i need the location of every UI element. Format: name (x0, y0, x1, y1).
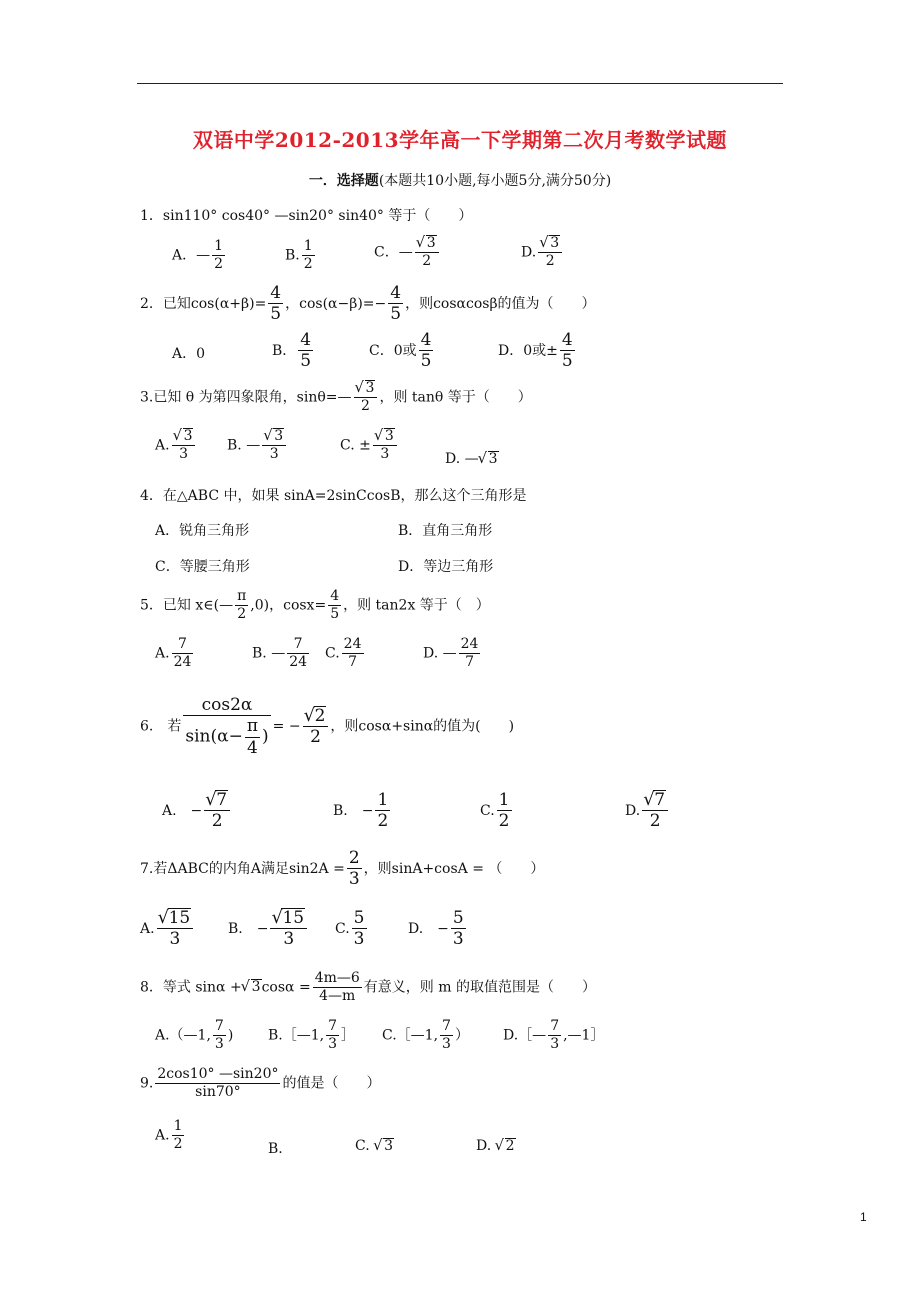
q6-option-a[interactable]: A. − √ $\frac{7}{2}$ (162, 790, 232, 832)
page-number: 1 (860, 1210, 867, 1224)
q8-option-c[interactable]: C.［—1, $\frac{7}{3}$ ） (382, 1018, 469, 1052)
q1-option-d[interactable]: D. √ $\frac{3}{2}$ (521, 235, 564, 270)
q4-option-c[interactable]: C．等腰三角形 (155, 559, 250, 575)
q5-option-d[interactable]: D. — $\frac{24}{7}$ (423, 636, 479, 670)
q8-option-b[interactable]: B.［—1, $\frac{7}{3}$ ］ (268, 1018, 356, 1052)
question-4-stem: 4．在△ABC 中，如果 sinA=2sinCcosB，那么这个三角形是 (140, 488, 527, 504)
question-3-stem: 3.已知 θ 为第四象限角，sinθ=— √ $\frac{3}{2}$ ，则 tanθ 等于（ ） (140, 380, 532, 415)
q2-option-b[interactable]: B． $\frac{4}{5}$ (272, 330, 312, 372)
question-8-stem: 8．等式 sinα +√ 3cosα = $\frac{4m—6}{4—m}$ 有意义，则 m 的取值范围是（ ） (140, 970, 596, 1005)
q5-option-a[interactable]: A. $\frac{7}{24}$ (155, 636, 192, 670)
q5-option-b[interactable]: B. — $\frac{7}{24}$ (252, 636, 308, 670)
q1-option-b[interactable]: B. $\frac{1}{2}$ (285, 238, 313, 272)
header-rule (137, 83, 783, 84)
q6-option-d[interactable]: D. √ $\frac{7}{2}$ (625, 790, 670, 832)
q4-option-a[interactable]: A．锐角三角形 (155, 523, 250, 539)
q9-option-a[interactable]: A. $\frac{1}{2}$ (155, 1118, 183, 1152)
q3-option-c[interactable]: C. ± √ $\frac{3}{3}$ (340, 428, 399, 463)
q8-option-d[interactable]: D.［— $\frac{7}{3}$ ,—1］ (503, 1018, 605, 1052)
question-7-stem: 7.若ΔABC的内角A满足sin2A = $\frac{2}{3}$ ，则sinA+cosA = （ ） (140, 848, 545, 890)
q7-option-c[interactable]: C. $\frac{5}{3}$ (335, 908, 365, 950)
question-5-stem: 5．已知 x∈(— $\frac{\pi}{2}$ ,0)，cosx= $\frac{4}{5}$ ，则 tan2x 等于（ ） (140, 588, 490, 622)
q5-option-c[interactable]: C. $\frac{24}{7}$ (325, 636, 362, 670)
q4-option-b[interactable]: B．直角三角形 (398, 523, 493, 539)
q9-option-b[interactable]: B. (268, 1141, 283, 1157)
q8-option-a[interactable]: A.（—1, $\frac{7}{3}$ ) (155, 1018, 234, 1052)
section-heading: 一．选择题(本题共10小题,每小题5分,满分50分) (308, 173, 612, 189)
q7-option-b[interactable]: B. − √ $\frac{15}{3}$ (228, 908, 309, 950)
q6-option-b[interactable]: B. − $\frac{1}{2}$ (333, 790, 389, 832)
q4-option-d[interactable]: D．等边三角形 (398, 559, 494, 575)
q7-option-d[interactable]: D. − $\frac{5}{3}$ (408, 908, 464, 950)
question-1-stem: 1．sin110° cos40° —sin20° sin40° 等于（ ） (140, 208, 473, 224)
q3-option-d[interactable]: D. —√ 3 (445, 451, 499, 467)
question-6-stem: 6. 若 cos2α sin(α− $\frac{\pi}{4}$ ) = − √ $\frac{2}{2}$ ，则cosα+sinα的值为( ) (140, 695, 514, 758)
q7-option-a[interactable]: A. √ $\frac{15}{3}$ (140, 908, 195, 950)
question-9-stem: 9. $\frac{2\cos 10^\circ —\sin 20^\circ}{\sin 70^\circ}$ 的值是（ ） (140, 1066, 381, 1100)
page-title: 双语中学2012-2013学年高一下学期第二次月考数学试题 (192, 128, 728, 152)
q2-option-a[interactable]: A．0 (172, 346, 206, 362)
q2-option-d[interactable]: D．0或± $\frac{4}{5}$ (498, 330, 573, 372)
question-2-stem: 2．已知cos(α+β)= $\frac{4}{5}$ ，cos(α−β)=− $\frac{4}{5}$ ，则cosαcosβ的值为（ ） (140, 283, 596, 325)
q3-option-a[interactable]: A. √ $\frac{3}{3}$ (155, 428, 197, 463)
q6-option-c[interactable]: C. $\frac{1}{2}$ (480, 790, 510, 832)
q1-option-c[interactable]: C．— √ $\frac{3}{2}$ (374, 235, 441, 270)
q9-option-d[interactable]: D. √ 2 (476, 1138, 516, 1154)
q9-option-c[interactable]: C. √ 3 (355, 1138, 394, 1154)
q2-option-c[interactable]: C．0或 $\frac{4}{5}$ (369, 330, 432, 372)
q1-option-a[interactable]: A．— $\frac{1}{2}$ (172, 238, 224, 272)
q3-option-b[interactable]: B. — √ $\frac{3}{3}$ (227, 428, 288, 463)
